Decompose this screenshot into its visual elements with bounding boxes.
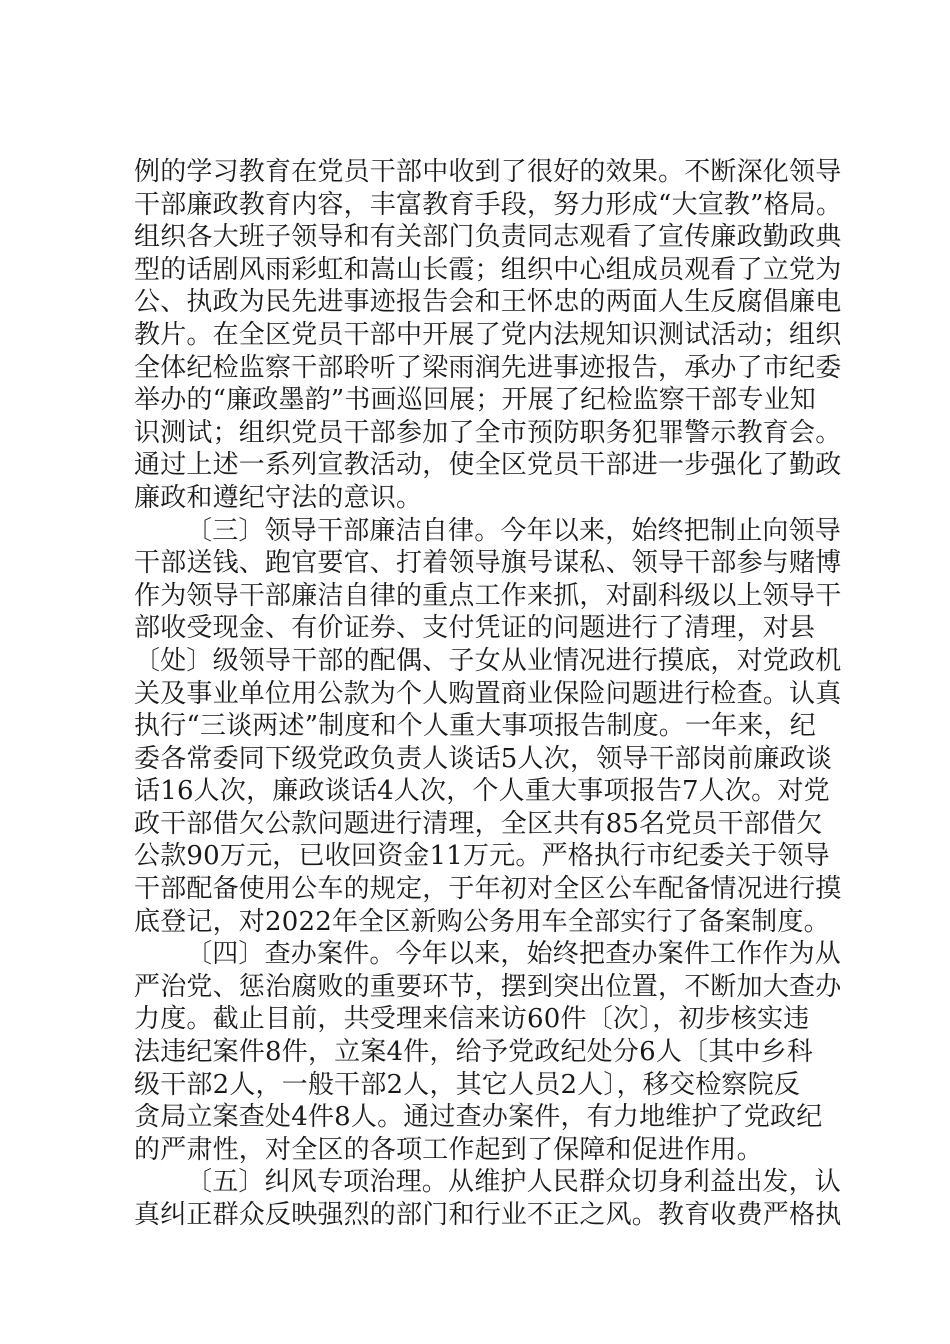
text-line: 底登记，对2022年全区新购公务用车全部实行了备案制度。 bbox=[134, 906, 830, 937]
document-body bbox=[134, 156, 843, 1232]
text-line: 话16人次，廉政谈话4人次，个人重大事项报告7人次。对党 bbox=[134, 776, 830, 807]
text-line: 干部送钱、跑官要官、打着领导旗号谋私、领导干部参与赌博 bbox=[134, 548, 842, 579]
paragraph-case-handling bbox=[134, 938, 842, 1166]
text-line: 真纠正群众反映强烈的部门和行业不正之风。教育收费严格执 bbox=[134, 1200, 842, 1230]
text-line: 型的话剧风雨彩虹和嵩山长霞；组织中心组成员观看了立党为 bbox=[134, 254, 842, 285]
paragraph-education-results bbox=[134, 156, 843, 515]
text-line: 的严肃性，对全区的各项工作起到了保障和促进作用。 bbox=[134, 1134, 763, 1165]
text-line: 识测试；组织党员干部参加了全市预防职务犯罪警示教育会。 bbox=[134, 417, 842, 448]
text-line: 贪局立案查处4件8人。通过查办案件，有力地维护了党政纪 bbox=[134, 1102, 823, 1133]
text-line: 关及事业单位用公款为个人购置商业保险问题进行检查。认真 bbox=[134, 678, 842, 709]
text-line: 干部廉政教育内容，丰富教育手段，努力形成“大宣教”格局。 bbox=[134, 189, 843, 220]
text-line: 委各常委同下级党政负责人谈话5人次，领导干部岗前廉政谈 bbox=[134, 743, 832, 774]
text-line: 全体纪检监察干部聆听了梁雨润先进事迹报告，承办了市纪委 bbox=[134, 352, 842, 383]
text-line: 政干部借欠公款问题进行清理，全区共有85名党员干部借欠 bbox=[134, 808, 823, 839]
text-line-indented: 〔三〕领导干部廉洁自律。今年以来，始终把制止向领导 bbox=[186, 515, 842, 546]
text-line: 力度。截止目前，共受理来信来访60件〔次〕，初步核实违 bbox=[134, 1004, 810, 1035]
text-line: 组织各大班子领导和有关部门负责同志观看了宣传廉政勤政典 bbox=[134, 222, 842, 253]
paragraph-special-rectification bbox=[134, 1166, 842, 1231]
text-line: 级干部2人，一般干部2人，其它人员2人〕，移交检察院反 bbox=[134, 1069, 801, 1100]
text-line-indented: 〔五〕纠风专项治理。从维护人民群众切身利益出发，认 bbox=[186, 1167, 842, 1198]
text-line: 公款90万元，已收回资金11万元。严格执行市纪委关于领导 bbox=[134, 841, 830, 872]
text-line: 举办的“廉政墨韵”书画巡回展；开展了纪检监察干部专业知 bbox=[134, 385, 816, 416]
text-line: 教片。在全区党员干部中开展了党内法规知识测试活动；组织 bbox=[134, 319, 842, 350]
paragraph-self-discipline bbox=[134, 515, 842, 939]
text-line: 干部配备使用公车的规定，于年初对全区公车配备情况进行摸 bbox=[134, 874, 842, 905]
text-line: 部收受现金、有价证券、支付凭证的问题进行了清理，对县 bbox=[134, 613, 816, 644]
text-line: 作为领导干部廉洁自律的重点工作来抓，对副科级以上领导干 bbox=[134, 580, 842, 611]
text-line: 廉政和遵纪守法的意识。 bbox=[134, 482, 423, 513]
text-line-indented: 〔四〕查办案件。今年以来，始终把查办案件工作作为从 bbox=[186, 939, 842, 970]
text-line: 法违纪案件8件，立案4件，给予党政纪处分6人〔其中乡科 bbox=[134, 1037, 814, 1068]
text-line: 例的学习教育在党员干部中收到了很好的效果。不断深化领导 bbox=[134, 157, 842, 187]
text-line: 通过上述一系列宣教活动，使全区党员干部进一步强化了勤政 bbox=[134, 450, 842, 481]
text-line: 严治党、惩治腐败的重要环节，摆到突出位置，不断加大查办 bbox=[134, 971, 842, 1002]
text-line: 〔处〕级领导干部的配偶、子女从业情况进行摸底，对党政机 bbox=[134, 645, 842, 676]
text-line: 执行“三谈两述”制度和个人重大事项报告制度。一年来，纪 bbox=[134, 711, 816, 742]
text-line: 公、执政为民先进事迹报告会和王怀忠的两面人生反腐倡廉电 bbox=[134, 287, 842, 318]
